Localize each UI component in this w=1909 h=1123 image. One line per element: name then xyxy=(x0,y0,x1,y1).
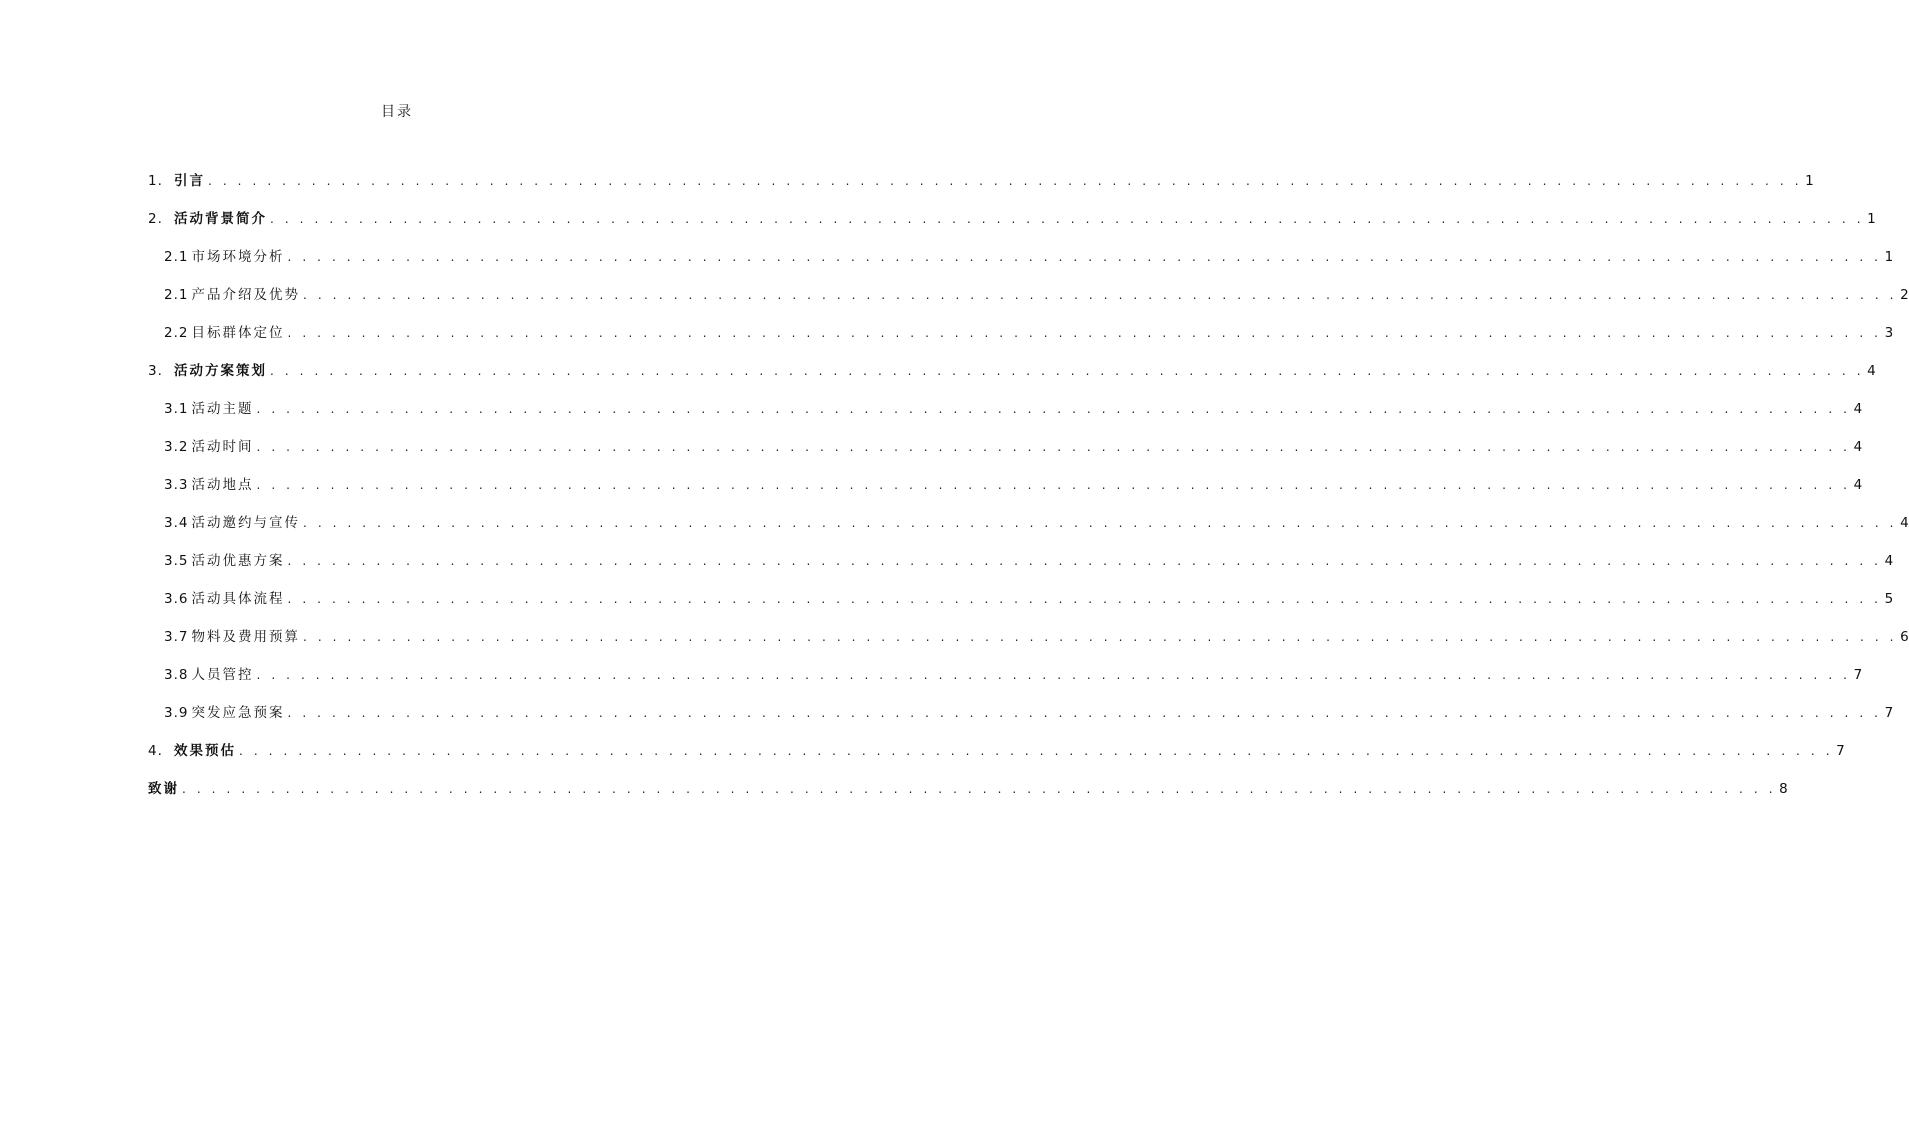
toc-entry-page: 4 xyxy=(1900,515,1909,531)
toc-entry-number: 2.1 xyxy=(164,249,189,265)
toc-entry-label: 市场环境分析 xyxy=(191,249,285,265)
toc-entry-label: 活动优惠方案 xyxy=(191,553,285,569)
toc-entry-label: 效果预估 xyxy=(174,743,236,759)
dot-leader xyxy=(256,668,1850,682)
toc-entry-page: 6 xyxy=(1900,629,1909,645)
toc-entry-page: 1 xyxy=(1884,249,1894,265)
toc-entry-label: 突发应急预案 xyxy=(191,705,285,721)
toc-entry-number: 3.8 xyxy=(164,667,189,683)
toc-entry-label: 活动地点 xyxy=(191,477,254,493)
toc-entry[interactable] xyxy=(148,206,1876,244)
toc-entry-page: 1 xyxy=(1867,211,1876,227)
toc-entry-label: 物料及费用预算 xyxy=(191,629,300,645)
toc-entry[interactable] xyxy=(148,586,1894,624)
toc-entry-number: 1. xyxy=(148,173,163,189)
toc-entry-number: 3.4 xyxy=(164,515,189,531)
toc-entry-number: 3.1 xyxy=(164,401,189,417)
toc-entry[interactable] xyxy=(148,472,1863,510)
toc-entry-page: 2 xyxy=(1900,287,1909,303)
toc-entry[interactable] xyxy=(148,244,1894,282)
toc-entry-label: 目标群体定位 xyxy=(191,325,285,341)
toc-entry[interactable] xyxy=(148,358,1876,396)
toc-entry-number: 3. xyxy=(148,363,163,379)
toc-entry-number: 2.2 xyxy=(164,325,189,341)
toc-entry-page: 4 xyxy=(1853,477,1863,493)
toc-entry[interactable] xyxy=(148,282,1909,320)
toc-entry[interactable] xyxy=(148,396,1863,434)
dot-leader xyxy=(270,364,1864,378)
dot-leader xyxy=(208,174,1802,188)
toc-entry-number: 2.1 xyxy=(164,287,189,303)
toc-entry[interactable] xyxy=(148,168,1814,206)
toc-entry-label: 人员管控 xyxy=(191,667,254,683)
dot-leader xyxy=(270,212,1864,226)
toc-entry-page: 8 xyxy=(1779,781,1788,797)
toc-entry-number: 3.7 xyxy=(164,629,189,645)
dot-leader xyxy=(303,630,1897,644)
toc-entry-page: 7 xyxy=(1836,743,1845,759)
dot-leader xyxy=(239,744,1833,758)
dot-leader xyxy=(303,516,1897,530)
dot-leader xyxy=(256,440,1850,454)
dot-leader xyxy=(287,250,1881,264)
toc-entry-page: 4 xyxy=(1884,553,1894,569)
toc-entry-label: 致谢 xyxy=(148,781,179,797)
toc-entry-page: 5 xyxy=(1884,591,1894,607)
toc-entry-label: 活动邀约与宣传 xyxy=(191,515,300,531)
toc-entry-number: 3.3 xyxy=(164,477,189,493)
toc-title: 目录 xyxy=(381,104,413,120)
toc-entry[interactable] xyxy=(148,510,1909,548)
toc-entry[interactable] xyxy=(148,662,1863,700)
dot-leader xyxy=(287,592,1881,606)
toc-entry-label: 活动背景简介 xyxy=(174,211,267,227)
toc-entry-number: 3.9 xyxy=(164,705,189,721)
toc-entry-label: 引言 xyxy=(174,173,205,189)
toc-entry-label: 活动方案策划 xyxy=(174,363,267,379)
toc-entry-number: 3.6 xyxy=(164,591,189,607)
toc-entry[interactable] xyxy=(148,548,1894,586)
toc-entry-page: 4 xyxy=(1853,439,1863,455)
dot-leader xyxy=(256,402,1850,416)
dot-leader xyxy=(287,706,1881,720)
table-of-contents xyxy=(148,168,1909,814)
toc-entry-page: 7 xyxy=(1884,705,1894,721)
toc-entry-page: 4 xyxy=(1853,401,1863,417)
toc-entry-page: 3 xyxy=(1884,325,1894,341)
toc-entry-label: 活动时间 xyxy=(191,439,254,455)
toc-entry-label: 活动具体流程 xyxy=(191,591,285,607)
toc-entry-number: 3.2 xyxy=(164,439,189,455)
toc-entry[interactable] xyxy=(148,624,1909,662)
toc-entry-number: 2. xyxy=(148,211,163,227)
toc-entry-number: 3.5 xyxy=(164,553,189,569)
dot-leader xyxy=(287,326,1881,340)
toc-entry[interactable] xyxy=(148,776,1788,814)
toc-entry-label: 活动主题 xyxy=(191,401,254,417)
dot-leader xyxy=(303,288,1897,302)
toc-entry-page: 4 xyxy=(1867,363,1876,379)
dot-leader xyxy=(256,478,1850,492)
toc-entry[interactable] xyxy=(148,434,1863,472)
toc-entry[interactable] xyxy=(148,738,1845,776)
toc-entry[interactable] xyxy=(148,700,1894,738)
toc-entry-number: 4. xyxy=(148,743,163,759)
toc-entry[interactable] xyxy=(148,320,1894,358)
dot-leader xyxy=(182,782,1776,796)
toc-entry-page: 1 xyxy=(1805,173,1814,189)
dot-leader xyxy=(287,554,1881,568)
toc-entry-label: 产品介绍及优势 xyxy=(191,287,300,303)
toc-entry-page: 7 xyxy=(1853,667,1863,683)
